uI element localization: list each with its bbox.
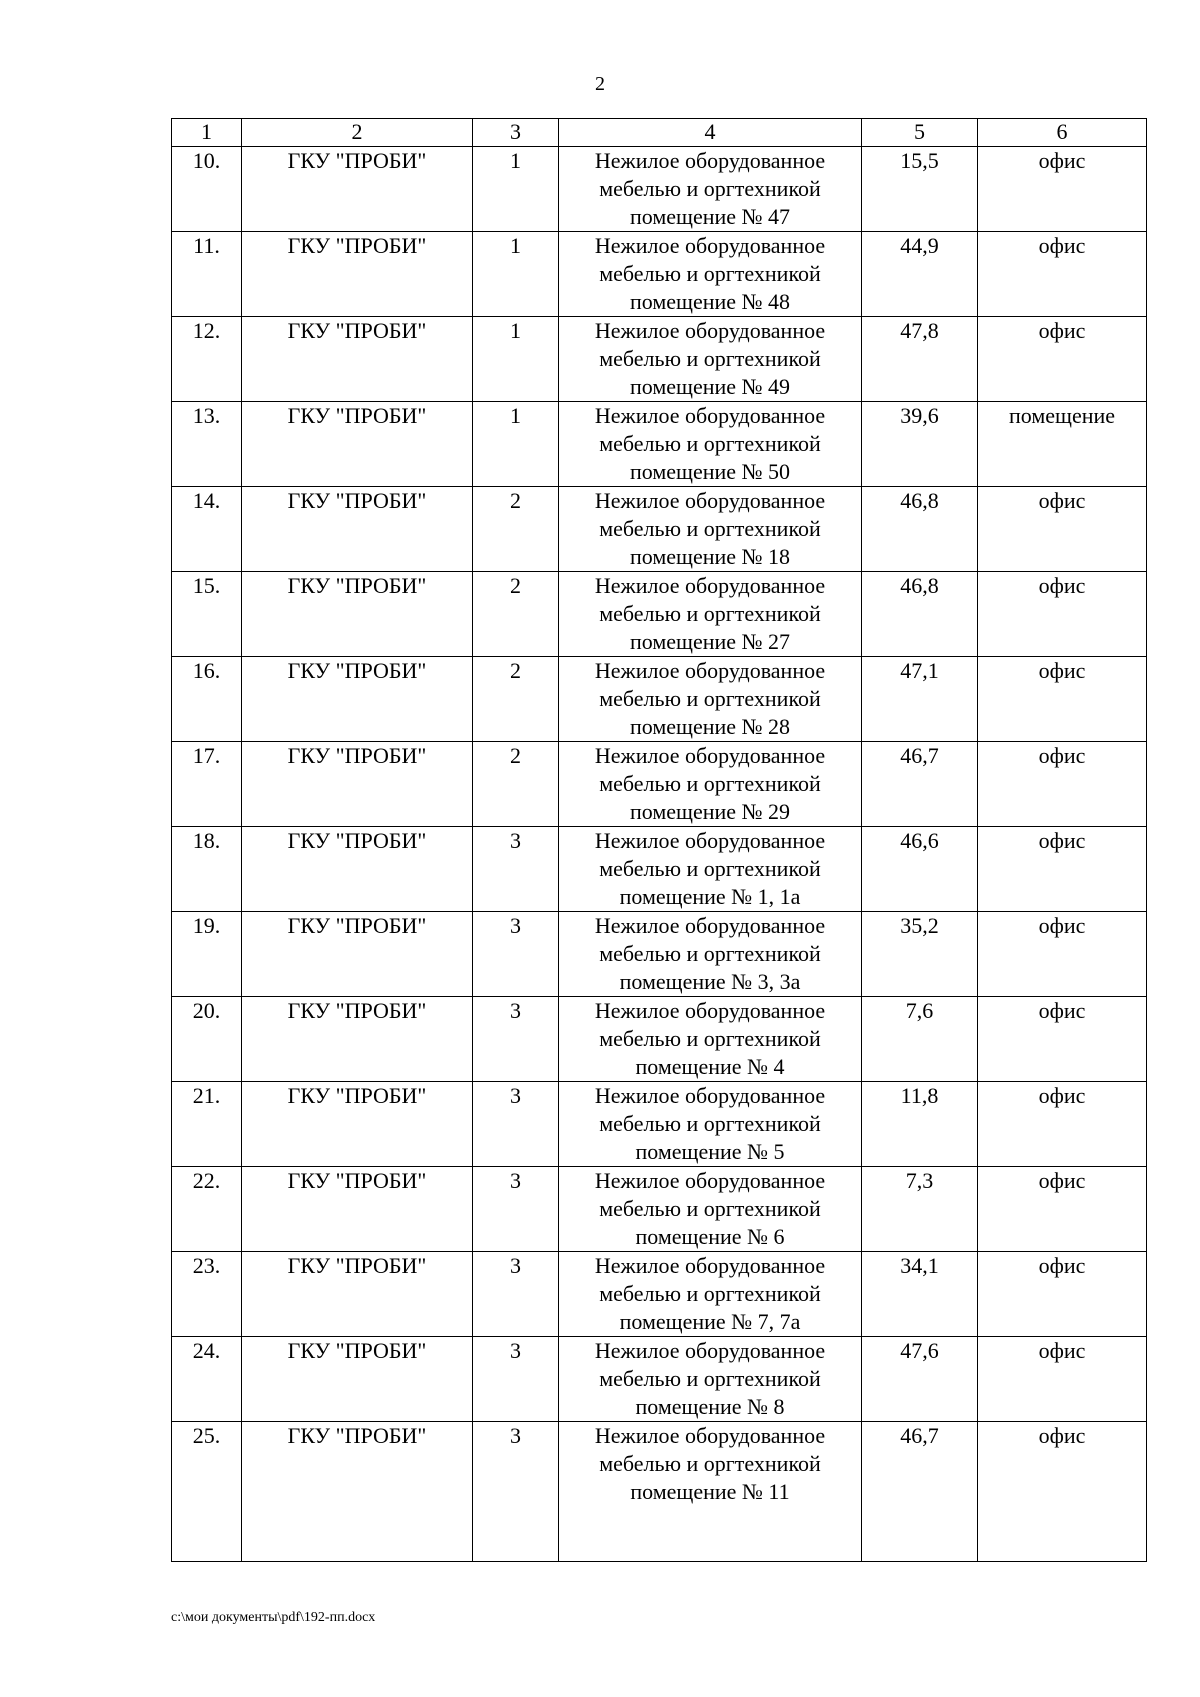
organization-cell: ГКУ "ПРОБИ" (242, 827, 473, 912)
row-number: 21. (172, 1082, 242, 1167)
row-number: 12. (172, 317, 242, 402)
organization-cell: ГКУ "ПРОБИ" (242, 657, 473, 742)
purpose-cell: помещение (978, 402, 1147, 487)
description-line: Нежилое оборудованное (594, 1338, 826, 1363)
organization-cell: ГКУ "ПРОБИ" (242, 997, 473, 1082)
description-line: Нежилое оборудованное (594, 998, 826, 1023)
row-number: 16. (172, 657, 242, 742)
description-line: мебелью и оргтехникой (599, 431, 821, 456)
description-line: мебелью и оргтехникой (599, 1451, 821, 1476)
description-line: мебелью и оргтехникой (599, 261, 821, 286)
table-row (172, 317, 1147, 402)
description-line: мебелью и оргтехникой (599, 346, 821, 371)
row-number: 15. (172, 572, 242, 657)
column-header-3: 3 (473, 119, 559, 147)
purpose-cell: офис (978, 147, 1147, 232)
area-cell: 46,8 (862, 487, 978, 572)
footer-file-path: c:\мои документы\pdf\192-пп.docx (171, 1610, 376, 1625)
organization-cell: ГКУ "ПРОБИ" (242, 402, 473, 487)
table-row (172, 827, 1147, 912)
organization-cell: ГКУ "ПРОБИ" (242, 1082, 473, 1167)
purpose-cell: офис (978, 1337, 1147, 1422)
description-cell (559, 232, 862, 317)
description-line: мебелью и оргтехникой (599, 1366, 821, 1391)
purpose-cell: офис (978, 827, 1147, 912)
description-line: помещение № 5 (635, 1139, 785, 1164)
row-number: 11. (172, 232, 242, 317)
area-cell: 46,7 (862, 1422, 978, 1562)
description-line: мебелью и оргтехникой (599, 601, 821, 626)
row-number: 23. (172, 1252, 242, 1337)
table-row (172, 402, 1147, 487)
description-cell (559, 1167, 862, 1252)
description-line: Нежилое оборудованное (594, 1253, 826, 1278)
description-cell (559, 1422, 862, 1562)
table-row (172, 912, 1147, 997)
description-line: Нежилое оборудованное (594, 1423, 826, 1448)
column-header-2: 2 (242, 119, 473, 147)
description-cell (559, 1337, 862, 1422)
description-line: Нежилое оборудованное (594, 658, 826, 683)
area-cell: 35,2 (862, 912, 978, 997)
area-cell: 7,6 (862, 997, 978, 1082)
area-cell: 46,8 (862, 572, 978, 657)
description-line: Нежилое оборудованное (594, 488, 826, 513)
table-row (172, 657, 1147, 742)
description-cell (559, 912, 862, 997)
description-cell (559, 402, 862, 487)
table-row (172, 1167, 1147, 1252)
description-line: помещение № 48 (629, 289, 791, 314)
premises-table (171, 118, 1147, 1562)
description-line: помещение № 49 (629, 374, 791, 399)
table-row (172, 1082, 1147, 1167)
description-line: мебелью и оргтехникой (599, 1196, 821, 1221)
floor-cell: 2 (473, 572, 559, 657)
column-header-4: 4 (559, 119, 862, 147)
organization-cell: ГКУ "ПРОБИ" (242, 487, 473, 572)
purpose-cell: офис (978, 742, 1147, 827)
description-line: мебелью и оргтехникой (599, 1111, 821, 1136)
description-line: мебелью и оргтехникой (599, 856, 821, 881)
description-cell (559, 572, 862, 657)
description-cell (559, 657, 862, 742)
area-cell: 11,8 (862, 1082, 978, 1167)
purpose-cell: офис (978, 657, 1147, 742)
floor-cell: 3 (473, 912, 559, 997)
floor-cell: 3 (473, 1337, 559, 1422)
floor-cell: 1 (473, 232, 559, 317)
description-line: помещение № 47 (629, 204, 791, 229)
row-number: 18. (172, 827, 242, 912)
description-line: мебелью и оргтехникой (599, 1281, 821, 1306)
description-line: помещение № 50 (629, 459, 791, 484)
description-line: Нежилое оборудованное (594, 573, 826, 598)
organization-cell: ГКУ "ПРОБИ" (242, 742, 473, 827)
description-line: помещение № 4 (635, 1054, 785, 1079)
description-line: Нежилое оборудованное (594, 913, 826, 938)
description-cell (559, 997, 862, 1082)
purpose-cell: офис (978, 572, 1147, 657)
area-cell: 44,9 (862, 232, 978, 317)
purpose-cell: офис (978, 912, 1147, 997)
organization-cell: ГКУ "ПРОБИ" (242, 1422, 473, 1562)
row-number: 14. (172, 487, 242, 572)
floor-cell: 1 (473, 147, 559, 232)
purpose-cell: офис (978, 1422, 1147, 1562)
floor-cell: 3 (473, 1082, 559, 1167)
page-number: 2 (595, 73, 605, 95)
description-line: Нежилое оборудованное (594, 828, 826, 853)
floor-cell: 1 (473, 317, 559, 402)
area-cell: 46,7 (862, 742, 978, 827)
area-cell: 39,6 (862, 402, 978, 487)
description-line: помещение № 7, 7а (619, 1309, 801, 1334)
description-line: Нежилое оборудованное (594, 148, 826, 173)
table-row (172, 1252, 1147, 1337)
row-number: 20. (172, 997, 242, 1082)
description-line: мебелью и оргтехникой (599, 941, 821, 966)
area-cell: 47,8 (862, 317, 978, 402)
description-line: мебелью и оргтехникой (599, 176, 821, 201)
floor-cell: 3 (473, 997, 559, 1082)
description-line: Нежилое оборудованное (594, 403, 826, 428)
table-row (172, 1422, 1147, 1562)
floor-cell: 3 (473, 1167, 559, 1252)
purpose-cell: офис (978, 1082, 1147, 1167)
description-line: помещение № 3, 3а (619, 969, 801, 994)
floor-cell: 2 (473, 487, 559, 572)
floor-cell: 3 (473, 1422, 559, 1562)
description-cell (559, 317, 862, 402)
area-cell: 7,3 (862, 1167, 978, 1252)
table-header-row (172, 119, 1147, 147)
description-cell (559, 827, 862, 912)
area-cell: 15,5 (862, 147, 978, 232)
description-cell (559, 1082, 862, 1167)
description-line: мебелью и оргтехникой (599, 516, 821, 541)
description-line: Нежилое оборудованное (594, 1083, 826, 1108)
purpose-cell: офис (978, 317, 1147, 402)
floor-cell: 3 (473, 1252, 559, 1337)
description-line: помещение № 6 (635, 1224, 785, 1249)
purpose-cell: офис (978, 1252, 1147, 1337)
description-line: помещение № 1, 1а (619, 884, 801, 909)
description-line: Нежилое оборудованное (594, 233, 826, 258)
column-header-5: 5 (862, 119, 978, 147)
description-line: мебелью и оргтехникой (599, 686, 821, 711)
description-line: помещение № 18 (629, 544, 791, 569)
description-line: мебелью и оргтехникой (599, 1026, 821, 1051)
floor-cell: 2 (473, 742, 559, 827)
row-number: 17. (172, 742, 242, 827)
column-header-1: 1 (172, 119, 242, 147)
organization-cell: ГКУ "ПРОБИ" (242, 912, 473, 997)
row-number: 24. (172, 1337, 242, 1422)
organization-cell: ГКУ "ПРОБИ" (242, 1252, 473, 1337)
area-cell: 47,6 (862, 1337, 978, 1422)
description-line: Нежилое оборудованное (594, 318, 826, 343)
description-cell (559, 742, 862, 827)
description-cell (559, 1252, 862, 1337)
table-row (172, 487, 1147, 572)
purpose-cell: офис (978, 232, 1147, 317)
row-number: 13. (172, 402, 242, 487)
description-cell (559, 487, 862, 572)
organization-cell: ГКУ "ПРОБИ" (242, 1337, 473, 1422)
description-line: помещение № 28 (629, 714, 791, 739)
organization-cell: ГКУ "ПРОБИ" (242, 572, 473, 657)
floor-cell: 1 (473, 402, 559, 487)
description-cell (559, 147, 862, 232)
floor-cell: 3 (473, 827, 559, 912)
description-line: Нежилое оборудованное (594, 1168, 826, 1193)
table-row (172, 232, 1147, 317)
organization-cell: ГКУ "ПРОБИ" (242, 317, 473, 402)
description-line: помещение № 27 (629, 629, 791, 654)
table-row (172, 997, 1147, 1082)
table-row (172, 1337, 1147, 1422)
row-number: 22. (172, 1167, 242, 1252)
description-line: помещение № 11 (630, 1479, 790, 1504)
table-row (172, 572, 1147, 657)
area-cell: 34,1 (862, 1252, 978, 1337)
description-line: помещение № 8 (635, 1394, 785, 1419)
description-line: Нежилое оборудованное (594, 743, 826, 768)
table-row (172, 742, 1147, 827)
purpose-cell: офис (978, 487, 1147, 572)
area-cell: 46,6 (862, 827, 978, 912)
organization-cell: ГКУ "ПРОБИ" (242, 1167, 473, 1252)
description-line: помещение № 29 (629, 799, 791, 824)
row-number: 25. (172, 1422, 242, 1562)
row-number: 10. (172, 147, 242, 232)
description-line: мебелью и оргтехникой (599, 771, 821, 796)
column-header-6: 6 (978, 119, 1147, 147)
area-cell: 47,1 (862, 657, 978, 742)
row-number: 19. (172, 912, 242, 997)
purpose-cell: офис (978, 1167, 1147, 1252)
purpose-cell: офис (978, 997, 1147, 1082)
floor-cell: 2 (473, 657, 559, 742)
organization-cell: ГКУ "ПРОБИ" (242, 232, 473, 317)
table-row (172, 147, 1147, 232)
organization-cell: ГКУ "ПРОБИ" (242, 147, 473, 232)
